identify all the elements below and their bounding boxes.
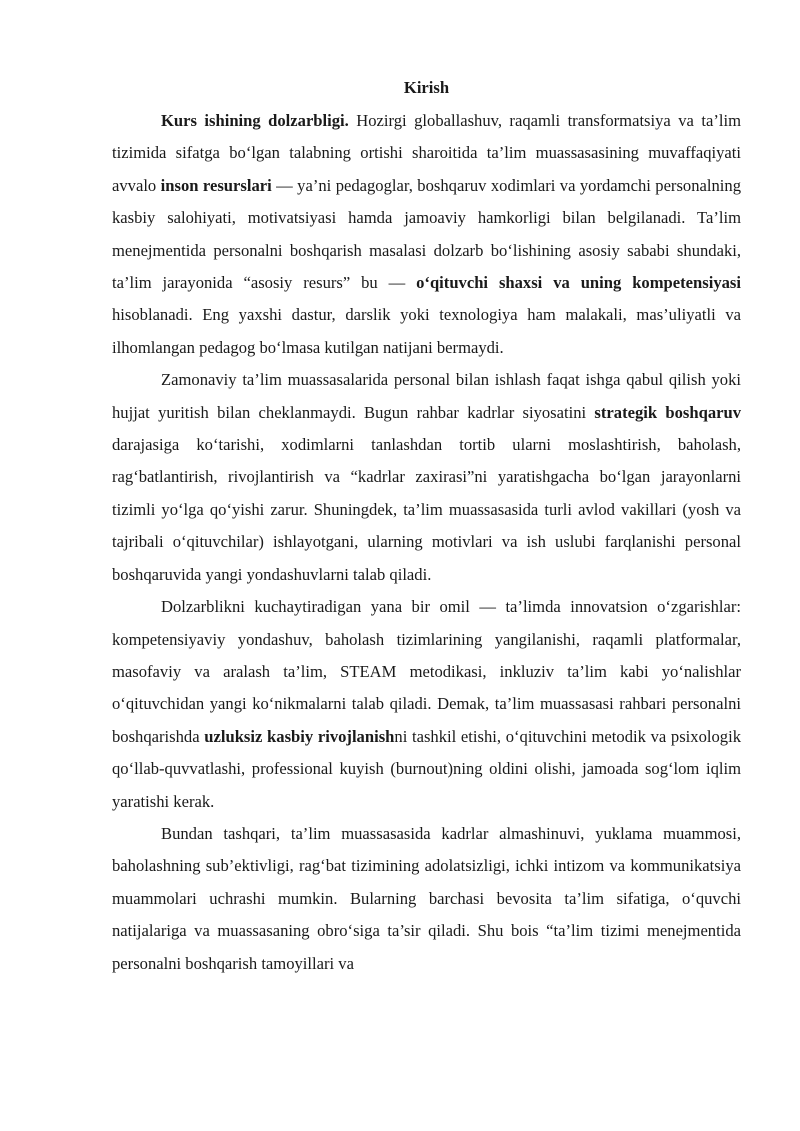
paragraph-3 bbox=[112, 591, 741, 818]
document-page bbox=[112, 71, 741, 980]
paragraph-1-heading: Kurs ishining dolzarbligi. bbox=[161, 111, 349, 130]
paragraph-1 bbox=[112, 105, 741, 364]
paragraph-3-bold-uzluksiz: uzluksiz kasbiy rivojlanish bbox=[204, 726, 395, 746]
paragraph-1-text-a: Hozirgi globallashuv, raqamli transformatsiya va ta’lim tizimida sifatga bo‘lgan talabning ortishi sharoitida ta’lim muassasasining muvaffaqiyati avvalo bbox=[112, 111, 741, 195]
paragraph-2-bold-strategik: strategik boshqaruv bbox=[594, 402, 742, 422]
paragraph-4-text: Bundan tashqari, ta’lim muassasasida kadrlar almashinuvi, yuklama muammosi, baholashning sub’ektivligi, rag‘bat tizimining adolatsizligi, ichki intizom va kommunikatsiya muammolari uchrashi mumkin. Bularning barchasi bevosita ta’lim sifatiga, o‘quvchi natijalariga va muassasaning obro‘siga ta’sir qiladi. Shu bois “ta’lim tizimi menejmentida personalni boshqarish tamoyillari va bbox=[112, 823, 741, 973]
paragraph-1-bold-oqituvchi: o‘qituvchi shaxsi va uning kompetensiyasi bbox=[416, 273, 741, 293]
paragraph-2-text-a: Zamonaviy ta’lim muassasalarida personal bilan ishlash faqat ishga qabul qilish yoki hujjat yuritish bilan cheklanmaydi. Bugun rahbar kadrlar siyosatini bbox=[112, 370, 741, 422]
paragraph-3-text-a: Dolzarblikni kuchaytiradigan yana bir omil — ta’limda innovatsion o‘zgarishlar: kompetensiyaviy yondashuv, baholash tizimlarining yangilanishi, raqamli platformalar, masofaviy va aralash ta’lim, STEAM metodikasi, inkluziv ta’lim kabi yo‘nalishlar o‘qituvchidan yangi ko‘nikmalarni talab qiladi. Demak, ta’lim muassasasi rahbari personalni boshqarishda bbox=[112, 597, 741, 746]
paragraph-1-text-c: hisoblanadi. Eng yaxshi dastur, darslik yoki texnologiya ham malakali, mas’uliyatli va ilhomlangan pedagog bo‘lmasa kutilgan natijani bermaydi. bbox=[112, 305, 741, 357]
paragraph-4 bbox=[112, 818, 741, 980]
paragraph-1-text-b: — ya’ni pedagoglar, boshqaruv xodimlari va yordamchi personalning kasbiy salohiyati, motivatsiyasi hamda jamoaviy hamkorligi bilan belgilanadi. Ta’lim menejmentida personalni boshqarish masalasi dolzarb bo‘lishining asosiy sababi shundaki, ta’lim jarayonida “asosiy resurs” bu — bbox=[112, 175, 741, 293]
paragraph-1-bold-inson: inson resurslari bbox=[160, 175, 272, 195]
paragraph-2 bbox=[112, 364, 741, 591]
paragraph-3-text-b: ni tashkil etishi, o‘qituvchini metodik va psixologik qo‘llab-quvvatlashi, professional kuyish (burnout)ning oldini olishi, jamoada sog‘lom iqlim yaratishi kerak. bbox=[112, 726, 742, 811]
paragraph-2-text-b: darajasiga ko‘tarishi, xodimlarni tanlashdan tortib ularni moslashtirish, baholash, rag‘batlantirish, rivojlantirish va “kadrlar zaxirasi”ni yaratishgacha bo‘lgan jarayonlarni tizimli yo‘lga qo‘yishi zarur. Shuningdek, ta’lim muassasasida turli avlod vakillari (yosh va tajribali o‘qituvchilar) ishlayotgani, ularning motivlari va ish uslubi farqlanishi personal boshqaruvida yangi yondashuvlarni talab qiladi. bbox=[112, 435, 741, 584]
page-title: Kirish bbox=[403, 78, 450, 97]
